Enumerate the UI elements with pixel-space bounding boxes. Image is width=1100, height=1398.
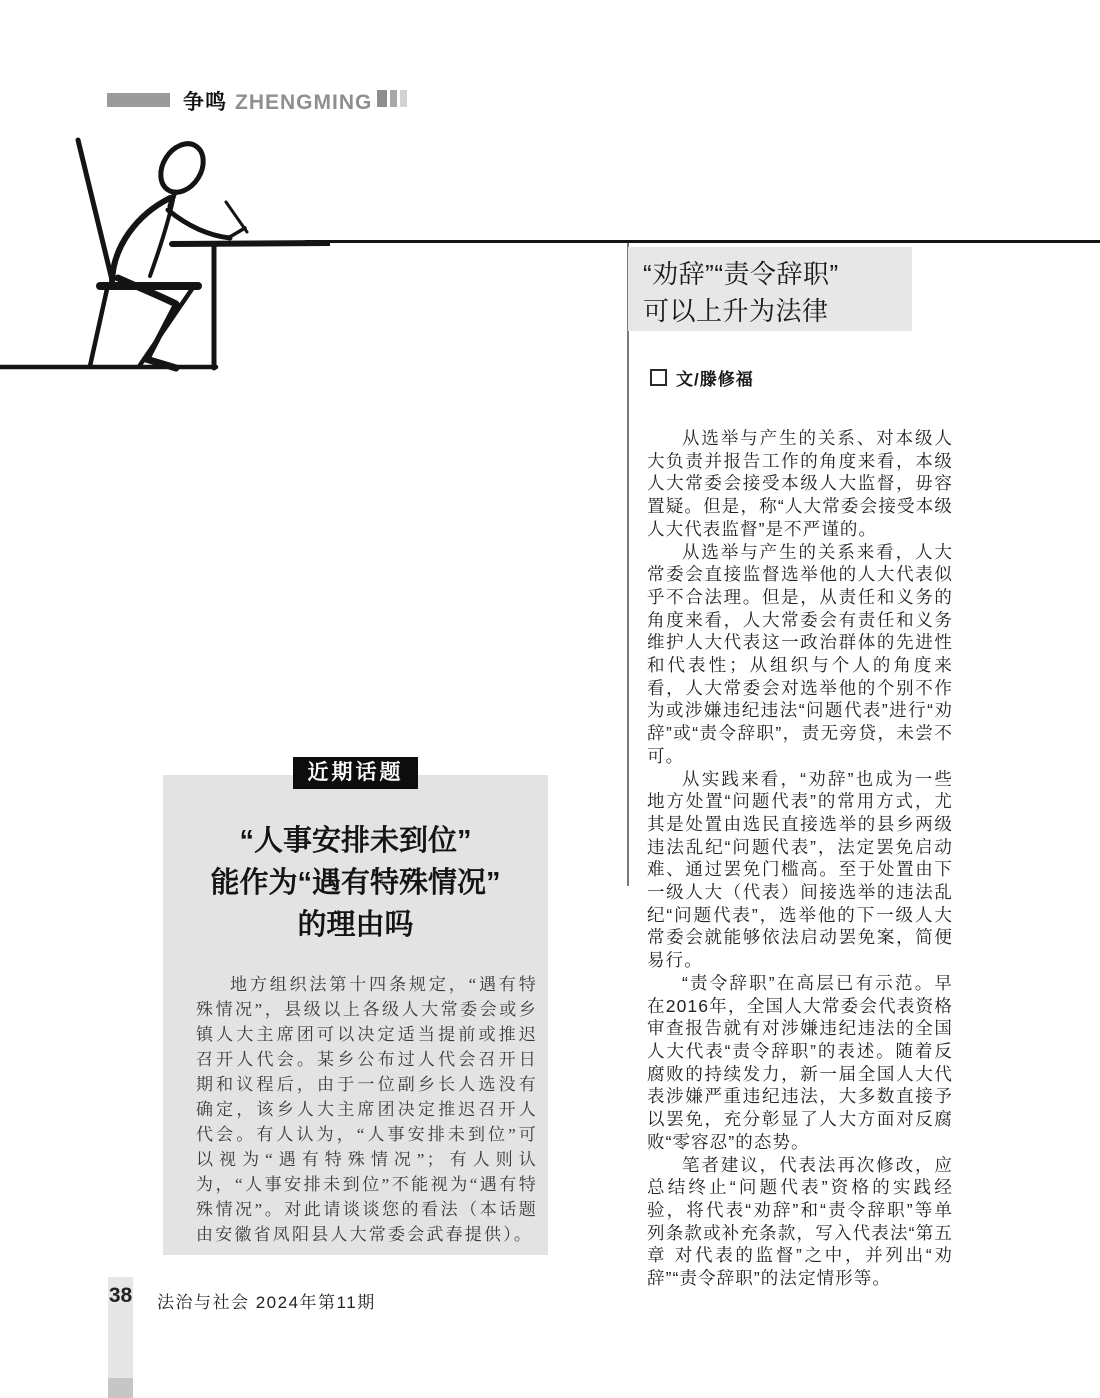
topic-title-line3: 的理由吗 (297, 909, 414, 941)
article-title-box (628, 247, 912, 331)
writer-at-desk-illustration (0, 128, 330, 378)
page-edge-marker (108, 1378, 133, 1398)
author-row (650, 365, 754, 390)
article-paragraph: 从实践来看，“劝辞”也成为一些地方处置“问题代表”的常用方式，尤其是处置由选民直接选举的县乡两级违法乱纪“问题代表”，法定罢免启动难、通过罢免门槛高。至于处置由下一级人大（代表）间接选举的违法乱纪“问题代表”，选举他的下一级人大常委会就能够依法启动罢免案，简便易行。 (647, 768, 953, 971)
article-paragraph: 笔者建议，代表法再次修改，应总结终止“问题代表”资格的实践经验，将代表“劝辞”和“责令辞职”等单列条款或补充条款，写入代表法“第五章 对代表的监督”之中，并列出“劝辞”“责令辞职”的法定情形等。 (647, 1154, 953, 1289)
topic-title (163, 820, 548, 946)
section-title-cn: 争鸣 (183, 91, 227, 114)
author-square-icon (650, 369, 667, 386)
topic-title-line1: “人事安排未到位” (239, 825, 472, 857)
topic-paragraph: 地方组织法第十四条规定，“遇有特殊情况”，县级以上各级人大常委会或乡镇人大主席团可以决定适当提前或推迟召开人代会。某乡公布过人代会召开日期和议程后，由于一位副乡长人选没有确定，该乡人大主席团决定推迟召开人代会。有人认为，“人事安排未到位”可以视为“遇有特殊情况”；有人则认为，“人事安排未到位”不能视为“遇有特殊情况”。对此请谈谈您的看法（本话题由安徽省凤阳县人大常委会武春提供）。 (196, 975, 538, 1244)
article-body (647, 427, 953, 1290)
article-paragraph: “责令辞职”在高层已有示范。早在2016年，全国人大常委会代表资格审查报告就有对涉嫌违纪违法的全国人大代表“责令辞职”的表述。随着反腐败的持续发力，新一届全国人大代表涉嫌严重违纪违法，大多数直接予以罢免，充分彰显了人大方面对反腐败“零容忍”的态势。 (647, 972, 953, 1152)
article-title-line1: “劝辞”“责令辞职” (643, 259, 839, 289)
header-deco-square-light (400, 90, 407, 107)
article-title-line2: 可以上升为法律 (643, 296, 829, 326)
section-title-en: ZHENGMING (235, 91, 373, 114)
header-deco-square-dark (377, 90, 387, 107)
article-paragraph: 从选举与产生的关系来看，人大常委会直接监督选举他的人大代表似乎不合法理。但是，从责任和义务的角度来看，人大常委会有责任和义务维护人大代表这一政治群体的先进性和代表性；从组织与个人的角度来看，人大常委会对选举他的个别不作为或涉嫌违纪违法“问题代表”进行“劝辞”或“责令辞职”，责无旁贷，未尝不可。 (647, 541, 953, 766)
header-deco-square-mid (390, 90, 397, 107)
article-paragraph: 从选举与产生的关系、对本级人大负责并报告工作的角度来看，本级人大常委会接受本级人大监督，毋容置疑。但是，称“人大常委会接受本级人大代表监督”是不严谨的。 (647, 428, 953, 539)
header-gray-bar (107, 93, 170, 107)
topic-label: 近期话题 (293, 757, 418, 789)
author-name: 文/滕修福 (676, 370, 754, 389)
section-title (183, 86, 372, 116)
topic-title-line2: 能作为“遇有特殊情况” (210, 867, 501, 899)
topic-body (196, 972, 538, 1247)
column-divider-line (627, 243, 629, 886)
desk-rule-line (305, 240, 1100, 243)
journal-title: 法治与社会 2024年第11期 (157, 1293, 376, 1312)
page-number: 38 (108, 1284, 133, 1307)
